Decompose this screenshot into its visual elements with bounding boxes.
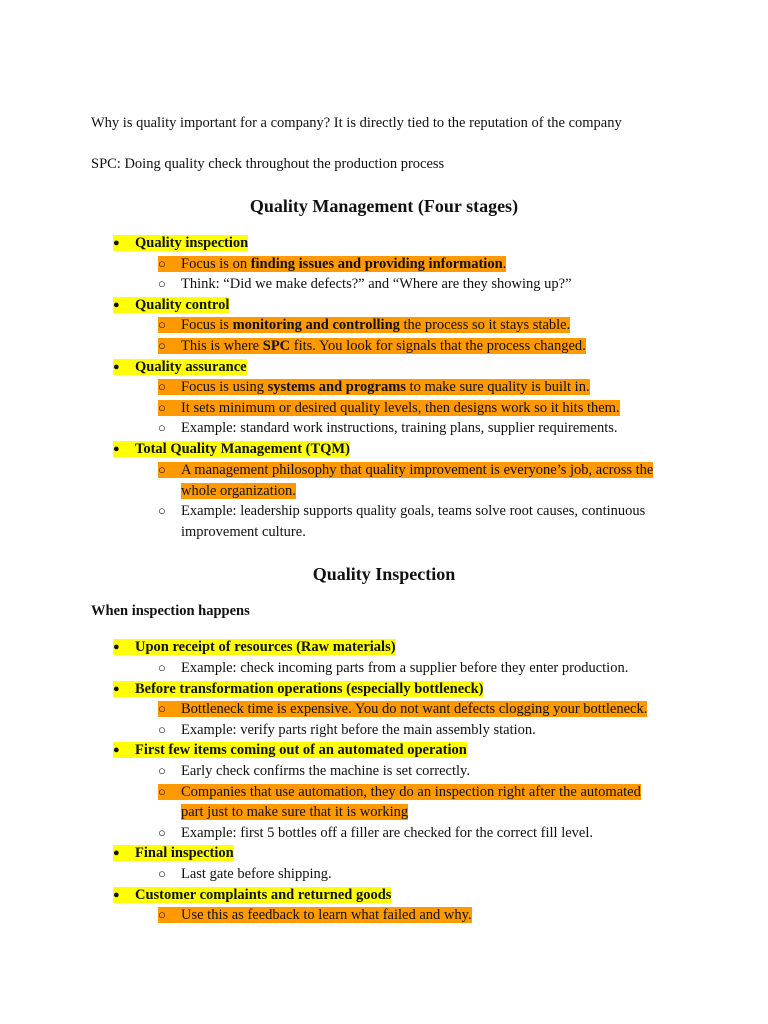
qi-item [113,843,234,864]
qm-sub-item [158,377,590,398]
bullet-icon: ● [113,847,120,859]
highlight-yellow: ● Total Quality Management (TQM) [113,441,350,457]
highlight-orange: ○ This is where SPC fits. You look for signals that the process changed. [158,338,586,354]
qm-item [113,295,229,316]
highlight-yellow: ● Quality inspection [113,235,248,251]
heading-quality-inspection: Quality Inspection [312,564,456,584]
circle-bullet-icon: ○ [158,701,166,716]
bullet-icon: ● [113,237,120,249]
qm-sub-item: ○ Think: “Did we make defects?” and “Where are they showing up?” [158,274,572,295]
highlight-orange: part just to make sure that it is working [181,804,409,820]
qi-sub-item: ○ Last gate before shipping. [158,864,332,885]
highlight-yellow: ● First few items coming out of an automated operation [113,742,467,758]
qm-sub-item [158,315,570,336]
qm-sub-item [158,336,586,357]
bullet-icon: ● [113,361,120,373]
circle-bullet-icon: ○ [158,763,166,778]
qi-sub-item: ○ Early check confirms the machine is set correctly. [158,761,470,782]
highlight-orange: ○ A management philosophy that quality improvement is everyone’s job, across the [158,462,653,478]
bullet-icon: ● [113,744,120,756]
highlight-orange: whole organization. [181,483,296,499]
circle-bullet-icon: ○ [158,420,166,435]
circle-bullet-icon: ○ [158,503,166,518]
circle-bullet-icon: ○ [158,866,166,881]
highlight-yellow: ● Before transformation operations (especially bottleneck) [113,681,483,697]
qi-sub-item: ○ Example: first 5 bottles off a filler are checked for the correct fill level. [158,823,593,844]
highlight-orange: ○ Companies that use automation, they do an inspection right after the automated [158,784,641,800]
heading-quality-management: Quality Management (Four stages) [249,196,519,216]
circle-bullet-icon: ○ [158,907,166,922]
qm-item [113,357,247,378]
highlight-yellow: ● Quality assurance [113,359,247,375]
highlight-yellow: ● Customer complaints and returned goods [113,887,391,903]
qm-sub-item-continued: improvement culture. [181,524,306,540]
highlight-yellow: ● Final inspection [113,845,234,861]
highlight-orange: ○ Focus is using systems and programs to make sure quality is built in. [158,379,590,395]
circle-bullet-icon: ○ [158,400,166,415]
highlight-orange: ○ It sets minimum or desired quality levels, then designs work so it hits them. [158,400,620,416]
circle-bullet-icon: ○ [158,462,166,477]
intro-spc: SPC: Doing quality check throughout the production process [91,156,445,172]
qm-sub-item: ○ Example: leadership supports quality goals, teams solve root causes, continuous [158,501,645,522]
qi-item [113,637,396,658]
qi-sub-item [158,699,647,720]
subheading-when-inspection: When inspection happens [91,603,250,619]
highlight-orange: ○ Use this as feedback to learn what failed and why. [158,907,472,923]
qi-sub-item: ○ Example: check incoming parts from a supplier before they enter production. [158,658,628,679]
qm-sub-item [158,398,620,419]
qi-item [113,679,483,700]
qi-item [113,740,467,761]
highlight-orange: ○ Focus is on finding issues and providing information. [158,256,506,272]
circle-bullet-icon: ○ [158,660,166,675]
qi-sub-item [158,782,641,803]
circle-bullet-icon: ○ [158,722,166,737]
bullet-icon: ● [113,683,120,695]
qm-item [113,233,248,254]
bullet-icon: ● [113,641,120,653]
circle-bullet-icon: ○ [158,825,166,840]
qi-sub-item [158,905,472,926]
highlight-orange: ○ Focus is monitoring and controlling the process so it stays stable. [158,317,570,333]
qi-sub-item: ○ Example: verify parts right before the main assembly station. [158,720,536,741]
qm-sub-item [158,460,653,481]
bullet-icon: ● [113,889,120,901]
bullet-icon: ● [113,299,120,311]
intro-question: Why is quality important for a company? It is directly tied to the reputation of the company [91,115,622,131]
circle-bullet-icon: ○ [158,276,166,291]
circle-bullet-icon: ○ [158,317,166,332]
circle-bullet-icon: ○ [158,338,166,353]
highlight-orange: ○ Bottleneck time is expensive. You do not want defects clogging your bottleneck. [158,701,647,717]
circle-bullet-icon: ○ [158,256,166,271]
highlight-yellow: ● Quality control [113,297,229,313]
circle-bullet-icon: ○ [158,784,166,799]
qm-item [113,439,350,460]
qm-sub-item [158,254,506,275]
qm-sub-item-continued [181,481,296,502]
qi-sub-item-continued [181,802,408,823]
highlight-yellow: ● Upon receipt of resources (Raw materials) [113,639,396,655]
qm-sub-item: ○ Example: standard work instructions, training plans, supplier requirements. [158,418,618,439]
qi-item [113,885,391,906]
circle-bullet-icon: ○ [158,379,166,394]
bullet-icon: ● [113,443,120,455]
